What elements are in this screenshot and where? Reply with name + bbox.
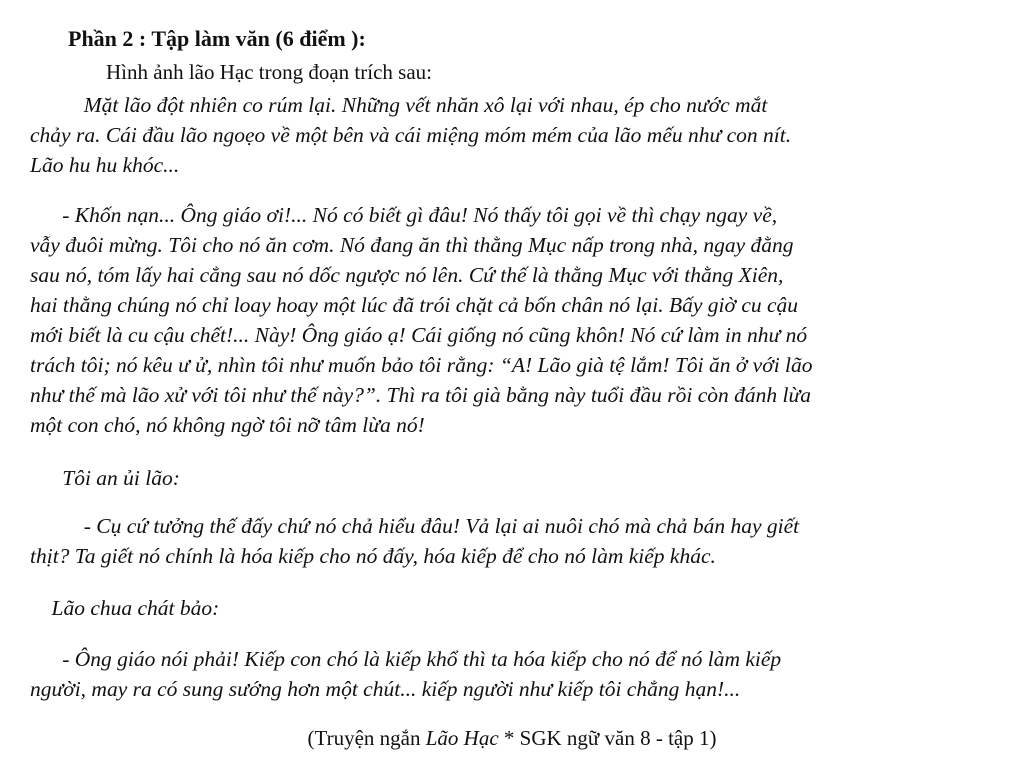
text-line: chảy ra. Cái đầu lão ngoẹo về một bên và cái miệng móm mém của lão mếu như con nít. bbox=[30, 123, 792, 147]
text-line: trách tôi; nó kêu ư ử, nhìn tôi như muốn bảo tôi rằng: “A! Lão già tệ lắm! Tôi ăn ở với lão bbox=[30, 353, 813, 377]
citation-title: Lão Hạc bbox=[425, 726, 499, 750]
text-line: - Ông giáo nói phải! Kiếp con chó là kiếp khổ thì ta hóa kiếp cho nó để nó làm kiếp bbox=[30, 647, 782, 671]
text-line: thịt? Ta giết nó chính là hóa kiếp cho nó đấy, hóa kiếp để cho nó làm kiếp khác. bbox=[30, 544, 716, 568]
citation-prefix: (Truyện ngắn bbox=[307, 726, 426, 750]
text-line: Tôi an ủi lão: bbox=[30, 466, 180, 490]
excerpt-paragraph-6 bbox=[30, 644, 970, 704]
text-line: người, may ra có sung sướng hơn một chút... kiếp người như kiếp tôi chẳng hạn!... bbox=[30, 677, 741, 701]
text-line: một con chó, nó không ngờ tôi nỡ tâm lừa nó! bbox=[30, 413, 425, 437]
text-line: Lão hu hu khóc... bbox=[30, 153, 180, 177]
citation-suffix: * SGK ngữ văn 8 - tập 1) bbox=[498, 726, 717, 750]
text-line: Lão chua chát bảo: bbox=[30, 596, 220, 620]
excerpt-paragraph-3 bbox=[30, 463, 970, 493]
excerpt-paragraph-1 bbox=[30, 90, 970, 180]
excerpt-paragraph-2 bbox=[30, 200, 970, 440]
text-line: sau nó, tóm lấy hai cẳng sau nó dốc ngược nó lên. Cứ thế là thằng Mục với thằng Xiên, bbox=[30, 263, 784, 287]
section-heading: Phần 2 : Tập làm văn (6 điểm ): bbox=[68, 26, 366, 51]
excerpt-paragraph-5 bbox=[30, 593, 970, 623]
text-line: như thế mà lão xử với tôi như thế này?”. Thì ra tôi già bằng này tuổi đầu rồi còn đánh lừa bbox=[30, 383, 811, 407]
text-line: vẫy đuôi mừng. Tôi cho nó ăn cơm. Nó đang ăn thì thằng Mục nấp trong nhà, ngay đằng bbox=[30, 233, 794, 257]
text-line: hai thằng chúng nó chỉ loay hoay một lúc đã trói chặt cả bốn chân nó lại. Bấy giờ cu cậu bbox=[30, 293, 799, 317]
text-line: Mặt lão đột nhiên co rúm lại. Những vết nhăn xô lại với nhau, ép cho nước mắt bbox=[30, 93, 768, 117]
excerpt-paragraph-4 bbox=[30, 511, 970, 571]
text-line: - Khốn nạn... Ông giáo ơi!... Nó có biết gì đâu! Nó thấy tôi gọi về thì chạy ngay về, bbox=[30, 203, 778, 227]
prompt-intro: Hình ảnh lão Hạc trong đoạn trích sau: bbox=[106, 60, 432, 84]
text-line: - Cụ cứ tưởng thế đấy chứ nó chả hiểu đâu! Vả lại ai nuôi chó mà chả bán hay giết bbox=[30, 514, 800, 538]
source-citation bbox=[0, 726, 1024, 751]
text-line: mới biết là cu cậu chết!... Này! Ông giáo ạ! Cái giống nó cũng khôn! Nó cứ làm in như nó bbox=[30, 323, 808, 347]
